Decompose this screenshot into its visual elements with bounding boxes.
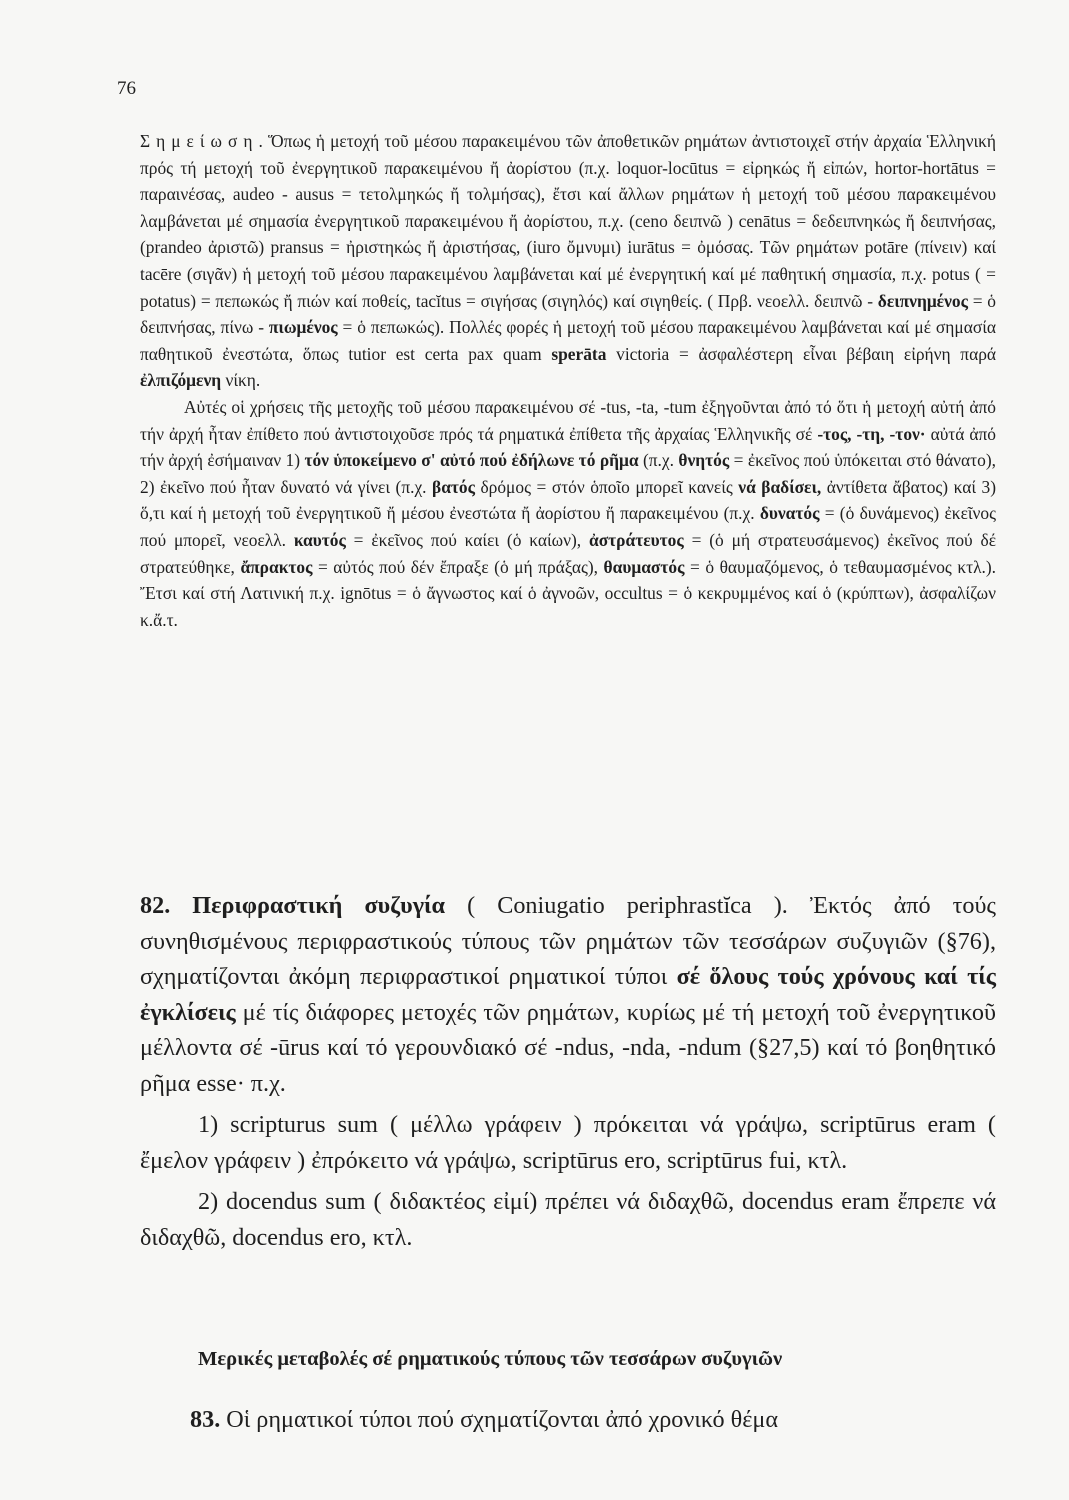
- section-83-text: Οἱ ρηματικοί τύποι πού σχηματίζονται ἀπό χρονικό θέμα: [220, 1406, 779, 1433]
- section-82-example-2: 2) docendus sum ( διδακτέος εἰμί) πρέπει νά διδαχθῶ, docendus eram ἔπρεπε νά διδαχθῶ, docendus ero, κτλ.: [140, 1188, 996, 1251]
- note-paragraph-1: Σημείωση. Ὅπως ἡ μετοχή τοῦ μέσου παρακειμένου τῶν ἀποθετικῶν ρημάτων ἀντιστοιχεῖ στήν ἀρχαία Ἑλληνική πρός τή μετοχή τοῦ ἐνεργητικοῦ παρακειμένου ἤ ἀορίστου (π.χ. loquor-locūtus = εἰρηκώς ἤ εἰπών, hortor-hortātus = παραινέσας, audeo - ausus = τετολμηκώς ἤ τολμήσας), ἔτσι καί ἄλλων ρημάτων ἡ μετοχή τοῦ μέσου παρακειμένου λαμβάνεται μέ σημασία ἐνεργητικοῦ παρακειμένου ἤ ἀορίστου, π.χ. (ceno δειπνῶ ) cenātus = δεδειπνηκώς ἤ δειπνήσας, (prandeo ἀριστῶ) pransus = ἠριστηκώς ἤ ἀριστήσας, (iuro ὄμνυμι) iurātus = ὀμόσας. Τῶν ρημάτων potāre (πίνειν) καί tacēre (σιγᾶν) ἡ μετοχή τοῦ μέσου παρακειμένου λαμβάνεται καί μέ ἐνεργητική καί μέ παθητική σημασία, π.χ. potus ( = potatus) = πεπωκώς ἤ πιών καί ποθείς, tacĭtus = σιγήσας (σιγηλός) καί σιγηθείς. ( Πρβ. νεοελλ. δειπνῶ - δειπνημένος = ὁ δειπνήσας, πίνω - πιωμένος = ὁ πεπωκώς). Πολλές φορές ἡ μετοχή τοῦ μέσου παρακειμένου λαμβάνεται καί μέ σημασία παθητικοῦ ἐνεστώτα, ὅπως tutior est certa pax quam sperāta victoria = ἀσφαλέστερη εἶναι βέβαιη εἰρήνη παρά ἐλπιζόμενη νίκη.: [140, 131, 996, 391]
- section-82-intro: 82. Περιφραστική συζυγία ( Coniugatio periphrastĭca ). Ἐκτός ἀπό τούς συνηθισμένους περιφραστικούς τύπους τῶν ρημάτων τῶν τεσσάρων συζυγιῶν (§76), σχηματίζονται ἀκόμη περιφραστικοί ρηματικοί τύποι σέ ὅλους τούς χρόνους καί τίς ἐγκλίσεις μέ τίς διάφορες μετοχές τῶν ρημάτων, κυρίως μέ τή μετοχή τοῦ ἐνεργητικοῦ μέλλοντα σέ -ūrus καί τό γερουνδιακό σέ -ndus, -nda, -ndum (§27,5) καί τό βοηθητικό ρῆμα esse· π.χ.: [140, 892, 996, 1097]
- page-number: 76: [117, 78, 136, 99]
- subheading: Μερικές μεταβολές σέ ρηματικούς τύπους τῶν τεσσάρων συζυγιῶν: [198, 1348, 783, 1370]
- section-82: [140, 888, 996, 1255]
- section-82-example-1: 1) scripturus sum ( μέλλω γράφειν ) πρόκειται νά γράψω, scriptūrus eram ( ἔμελον γράφειν ) ἐπρόκειτο νά γράψω, scriptūrus ero, scriptūrus fui, κτλ.: [140, 1111, 996, 1174]
- section-83-number: 83.: [190, 1406, 221, 1433]
- note-paragraph-2: Αὐτές οἱ χρήσεις τῆς μετοχῆς τοῦ μέσου παρακειμένου σέ -tus, -ta, -tum ἐξηγοῦνται ἀπό τό ὅτι ἡ μετοχή αὐτή ἀπό τήν ἀρχή ἦταν ἐπίθετο πού ἀντιστοιχοῦσε πρός τά ρηματικά ἐπίθετα τῆς ἀρχαίας Ἑλληνικῆς σέ -τος, -τη, -τον· αὐτά ἀπό τήν ἀρχή ἐσήμαιναν 1) τόν ὑποκείμενο σ' αὐτό πού ἐδήλωνε τό ρῆμα (π.χ. θνητός = ἐκεῖνος πού ὑπόκειται στό θάνατο), 2) ἐκεῖνο πού ἦταν δυνατό νά γίνει (π.χ. βατός δρόμος = στόν ὁποῖο μπορεῖ κανείς νά βαδίσει, ἀντίθετα ἄβατος) καί 3) ὅ,τι καί ἡ μετοχή τοῦ ἐνεργητικοῦ ἤ μέσου ἐνεστώτα ἤ ἀορίστου ἤ παρακειμένου (π.χ. δυνατός = (ὁ δυνάμενος) ἐκεῖνος πού μπορεῖ, νεοελλ. καυτός = ἐκεῖνος πού καίει (ὁ καίων), ἀστράτευτος = (ὁ μή στρατευσάμενος) ἐκεῖνος πού δέ στρατεύθηκε, ἄπρακτος = αὐτός πού δέν ἔπραξε (ὁ μή πράξας), θαυμαστός = ὁ θαυμαζόμενος, ὁ τεθαυμασμένος κτλ.). Ἔτσι καί στή Λατινική π.χ. ignōtus = ὁ ἄγνωστος καί ὁ ἀγνοῶν, occultus = ὁ κεκρυμμένος καί ὁ (κρύπτων), ἀσφαλίζων κ.ἄ.τ.: [140, 396, 997, 630]
- section-82-number: 82.: [140, 892, 171, 919]
- section-82-title: Περιφραστική συζυγία: [192, 892, 446, 919]
- note-block: [140, 128, 996, 633]
- section-83: [190, 1406, 778, 1434]
- note-label: Σημείωση: [140, 131, 259, 151]
